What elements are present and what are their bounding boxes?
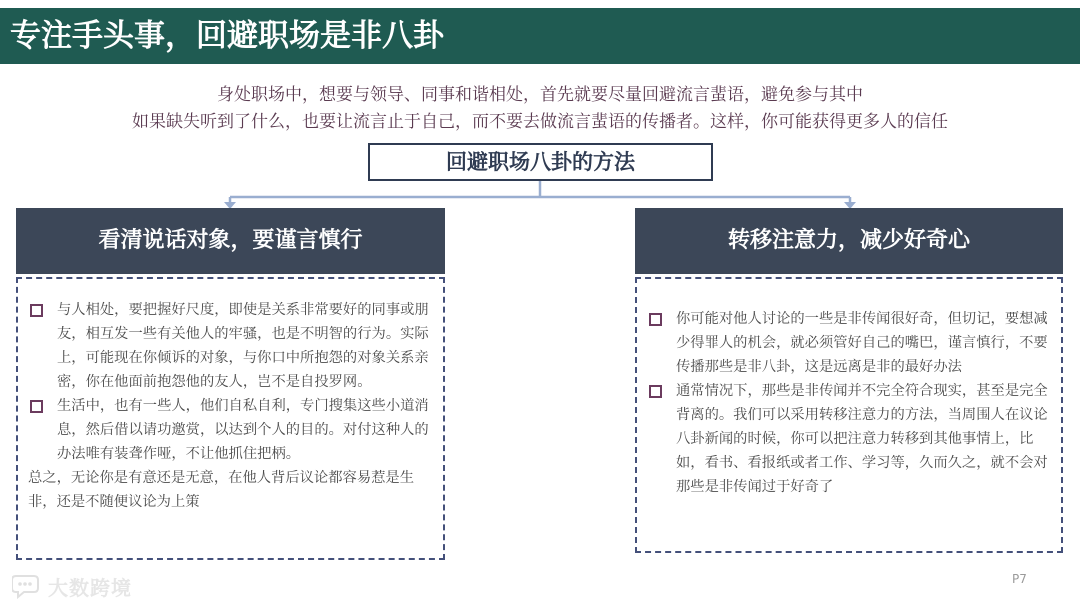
left-item-2-text: 生活中，也有一些人，他们自私自利，专门搜集这些小道消息，然后借以请功邀赏，以达到个人的目的。对付这种人的办法唯有装聋作哑，不让他抓住把柄。 [57,398,429,462]
intro-line-1: 身处职场中，想要与领导、同事和谐相处，首先就要尽量回避流言蜚语，避免参与其中 [217,85,863,105]
list-item [26,394,429,466]
right-heading: 转移注意力，减少好奇心 [635,208,1063,274]
left-item-1-text: 与人相处，要把握好尺度，即使是关系非常要好的同事或朋友，相互发一些有关他人的牢骚，也是不明智的行为。实际上，可能现在你倾诉的对象，与你口中所抱怨的对象关系亲密，你在他面前抱怨他的友人，岂不是自投罗网。 [57,302,429,390]
watermark-text: 大数跨境 [48,575,132,600]
watermark [12,571,132,601]
page-title: 专注手头事，回避职场是非八卦 [10,18,444,54]
list-item [645,379,1051,499]
right-item-2-text: 通常情况下，那些是非传闻并不完全符合现实，甚至是完全背离的。我们可以采用转移注意力的方法，当周围人在议论八卦新闻的时候，你可以把注意力转移到其他事情上，比如，看书、看报纸或者工作、学习等，久而久之，就不会对那些是非传闻过于好奇了 [676,383,1048,495]
hollow-square-bullet-icon [649,313,662,326]
list-item [645,307,1051,379]
right-panel [635,277,1063,553]
intro-line-2: 如果缺失听到了什么，也要让流言止于自己，而不要去做流言蜚语的传播者。这样，你可能获得更多人的信任 [132,112,948,132]
chat-bubble-logo-icon [12,573,42,599]
right-item-1-text: 你可能对他人讨论的一些是非传闻很好奇，但切记，要想减少得罪人的机会，就必须管好自己的嘴巴，谨言慎行，不要传播那些是非八卦，这是远离是非的最好办法 [676,311,1048,375]
center-title-box: 回避职场八卦的方法 [368,143,713,181]
hollow-square-bullet-icon [649,385,662,398]
left-heading: 看清说话对象，要谨言慎行 [16,208,445,274]
list-item [26,298,429,394]
hollow-square-bullet-icon [30,304,43,317]
hollow-square-bullet-icon [30,400,43,413]
left-panel [16,277,445,560]
page-number: P7 [1012,572,1027,586]
left-summary: 总之，无论你是有意还是无意，在他人背后议论都容易惹是生非，还是不随便议论为上策 [28,470,415,510]
